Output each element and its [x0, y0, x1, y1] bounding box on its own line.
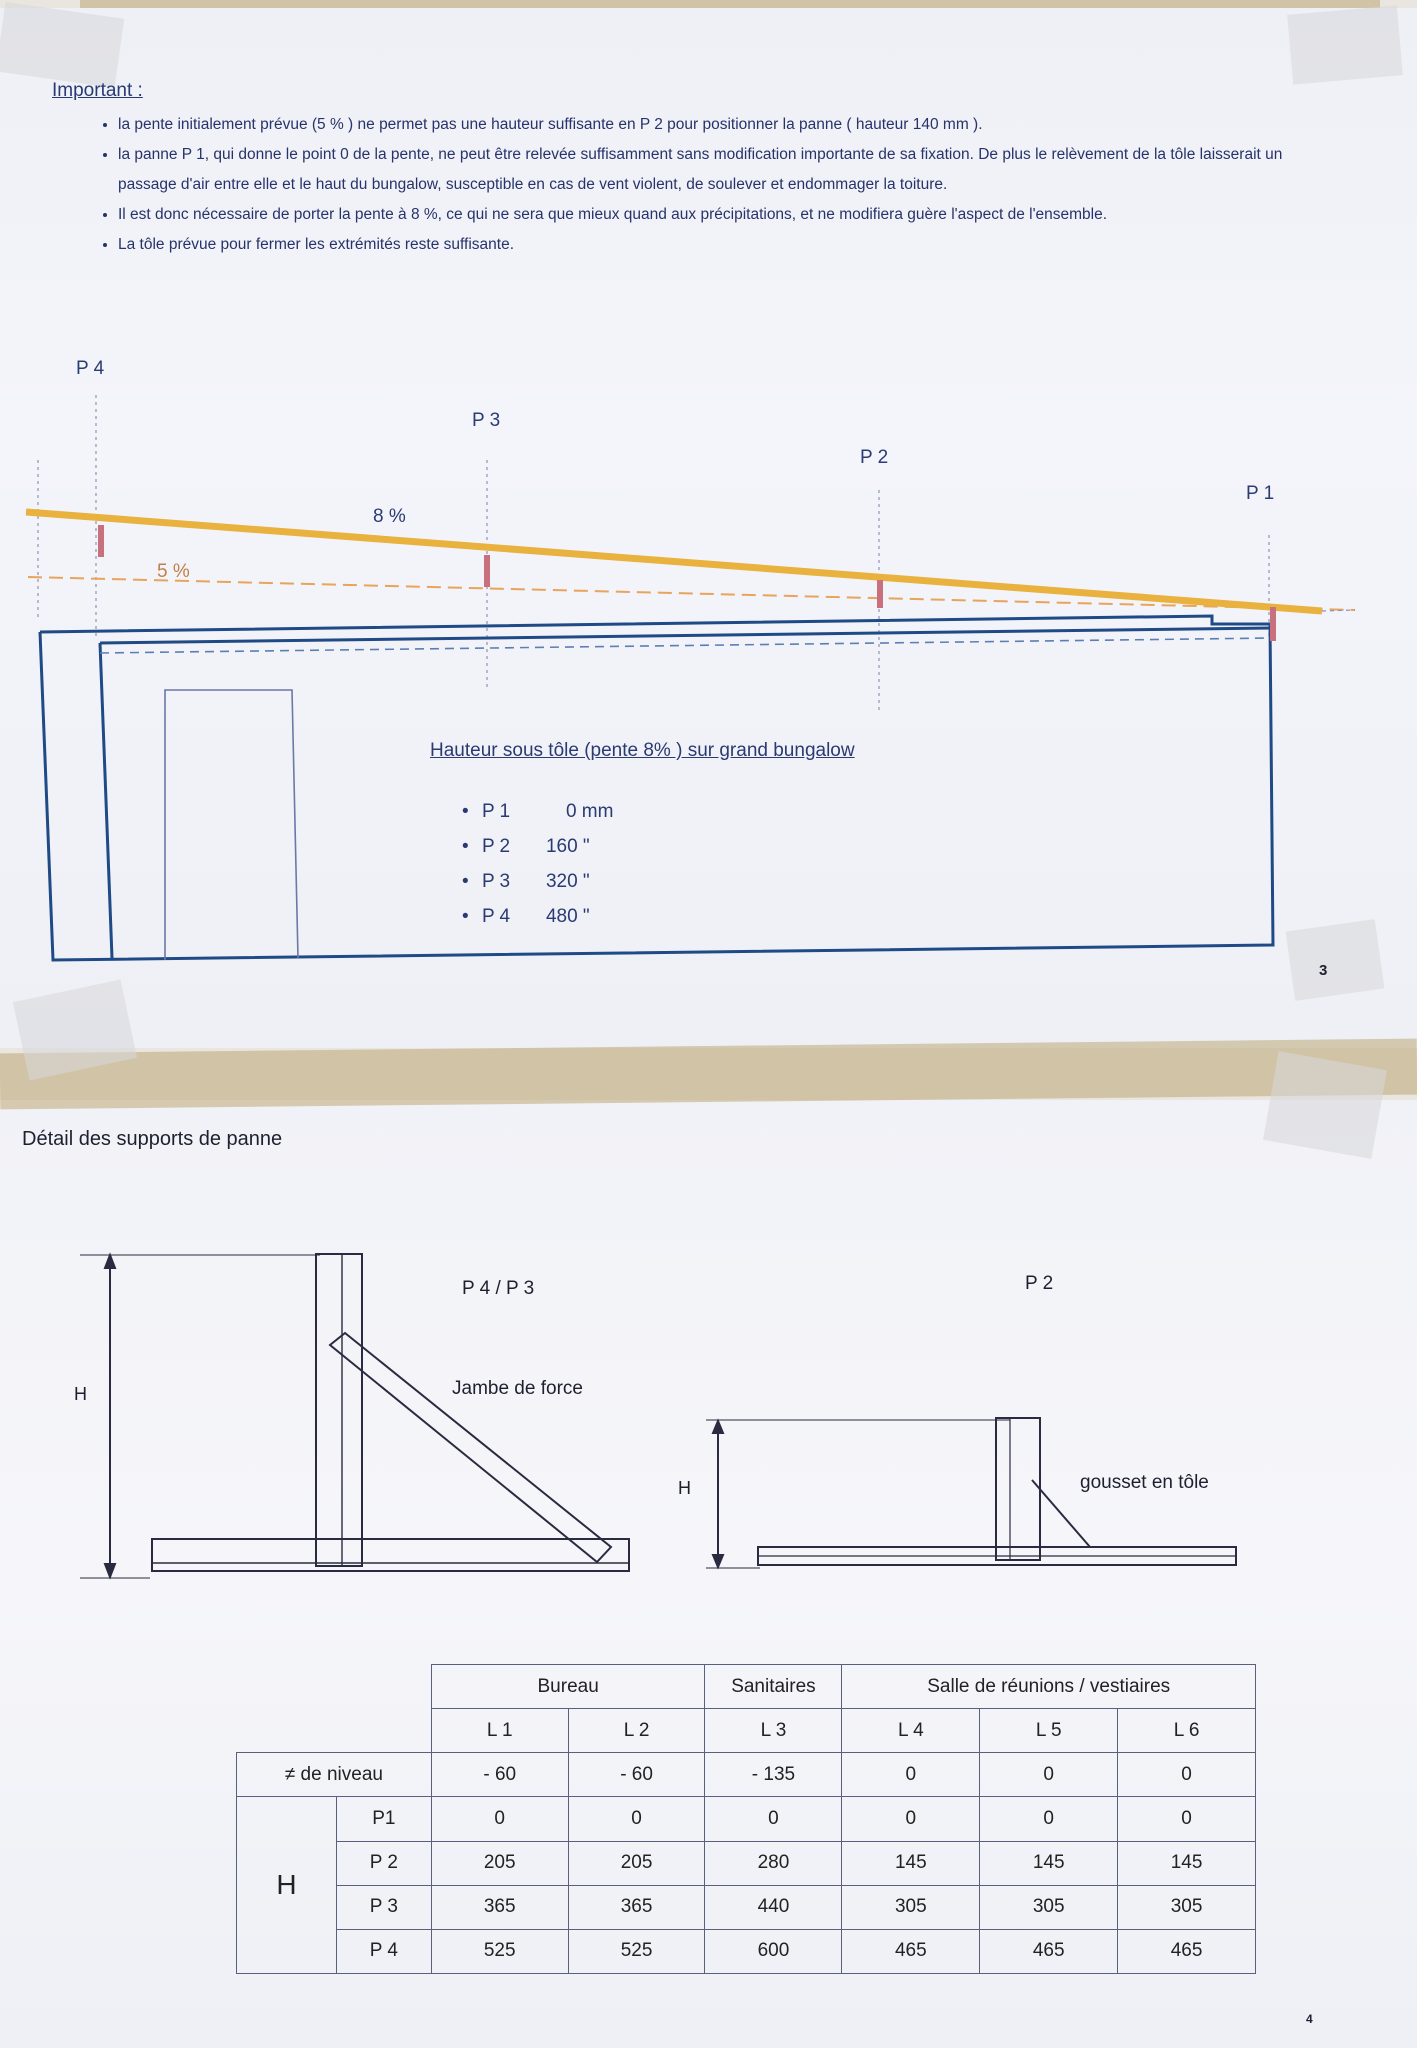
list-item: • P 3 320 " — [462, 871, 590, 892]
table-cell: 525 — [431, 1929, 568, 1973]
table-cell: 0 — [980, 1753, 1118, 1797]
support-right-annotation: gousset en tôle — [1080, 1472, 1209, 1493]
list-item: • P 4 480 " — [462, 906, 590, 927]
list-item: • Il est donc nécessaire de porter la pente à 8 %, ce qui ne sera que mieux quand aux précipitations, et ne modifiera guère l'aspect de l'ensemble. — [118, 200, 1318, 230]
h-label: H — [237, 1797, 337, 1974]
support-height-table — [236, 1664, 1256, 1974]
page-number: 3 — [1319, 962, 1328, 979]
table-cell: 280 — [705, 1841, 842, 1885]
table-cell: 0 — [1118, 1753, 1256, 1797]
support-p4-p3-drawing — [80, 1254, 629, 1578]
support-left-dimension: H — [74, 1384, 87, 1404]
support-right-dimension: H — [678, 1478, 691, 1498]
table-cell: 0 — [568, 1797, 705, 1841]
table-cell: 0 — [980, 1797, 1118, 1841]
row-label: P 3 — [336, 1885, 431, 1929]
list-item: • la pente initialement prévue (5 % ) ne permet pas une hauteur suffisante en P 2 pour positionner la panne ( hauteur 140 mm ). — [118, 110, 1318, 140]
table-cell: 365 — [568, 1885, 705, 1929]
table-cell: - 60 — [431, 1753, 568, 1797]
list-item: • la panne P 1, qui donne le point 0 de la pente, ne peut être relevée suffisamment sans modification importante de sa fixation. De plus le relèvement de la tôle laisserait un passage d'air entre elle et le haut du bungalow, susceptible en cas de vent violent, de soulever et endommager la toiture. — [118, 140, 1318, 200]
table-cell: 465 — [980, 1929, 1118, 1973]
group-header: Sanitaires — [705, 1665, 842, 1709]
slope-8-label: 8 % — [373, 506, 406, 527]
label-p3: P 3 — [472, 410, 501, 431]
table-cell: 305 — [980, 1885, 1118, 1929]
support-left-annotation: Jambe de force — [452, 1378, 583, 1399]
row-label: P 2 — [336, 1841, 431, 1885]
table-cell: 305 — [842, 1885, 980, 1929]
table-cell: 145 — [842, 1841, 980, 1885]
table-row — [237, 1665, 1256, 1709]
support-left-label: P 4 / P 3 — [462, 1278, 535, 1299]
table-cell: 465 — [842, 1929, 980, 1973]
label-p1: P 1 — [1246, 483, 1275, 504]
table-cell: 365 — [431, 1885, 568, 1929]
column-header: L 5 — [980, 1709, 1118, 1753]
list-item: • P 2 160 " — [462, 836, 590, 857]
list-item: • La tôle prévue pour fermer les extrémités reste suffisante. — [118, 230, 1318, 260]
column-header: L 3 — [705, 1709, 842, 1753]
section-title: Détail des supports de panne — [22, 1128, 283, 1150]
important-title: Important : — [52, 80, 143, 101]
table-row — [237, 1841, 1256, 1885]
table-cell: - 60 — [568, 1753, 705, 1797]
table-row — [237, 1797, 1256, 1841]
table-cell: 525 — [568, 1929, 705, 1973]
table-cell: 205 — [431, 1841, 568, 1885]
group-header: Salle de réunions / vestiaires — [842, 1665, 1256, 1709]
table-cell: 600 — [705, 1929, 842, 1973]
column-header: L 4 — [842, 1709, 980, 1753]
table-cell: 145 — [1118, 1841, 1256, 1885]
table-row — [237, 1753, 1256, 1797]
heights-title: Hauteur sous tôle (pente 8% ) sur grand bungalow — [430, 740, 855, 761]
column-header: L 1 — [431, 1709, 568, 1753]
table-cell: 205 — [568, 1841, 705, 1885]
table-cell: 0 — [705, 1797, 842, 1841]
table-cell: 465 — [1118, 1929, 1256, 1973]
slope-5-label: 5 % — [157, 561, 190, 582]
page-number: 4 — [1306, 2012, 1313, 2026]
table-cell: 0 — [431, 1797, 568, 1841]
group-header: Bureau — [431, 1665, 705, 1709]
table-cell: 305 — [1118, 1885, 1256, 1929]
label-p4: P 4 — [76, 358, 105, 379]
list-item: • P 1 0 mm — [462, 801, 614, 822]
row-label: P1 — [336, 1797, 431, 1841]
column-header: L 2 — [568, 1709, 705, 1753]
table-cell: 440 — [705, 1885, 842, 1929]
row-label: P 4 — [336, 1929, 431, 1973]
row-label: ≠ de niveau — [237, 1753, 432, 1797]
table-cell: 0 — [842, 1753, 980, 1797]
label-p2: P 2 — [860, 447, 889, 468]
table-row — [237, 1929, 1256, 1973]
table-cell: 0 — [1118, 1797, 1256, 1841]
table-cell: 0 — [842, 1797, 980, 1841]
column-header: L 6 — [1118, 1709, 1256, 1753]
table-cell: 145 — [980, 1841, 1118, 1885]
table-row — [237, 1709, 1256, 1753]
table-row — [237, 1885, 1256, 1929]
support-right-label: P 2 — [1025, 1273, 1054, 1294]
table-cell: - 135 — [705, 1753, 842, 1797]
